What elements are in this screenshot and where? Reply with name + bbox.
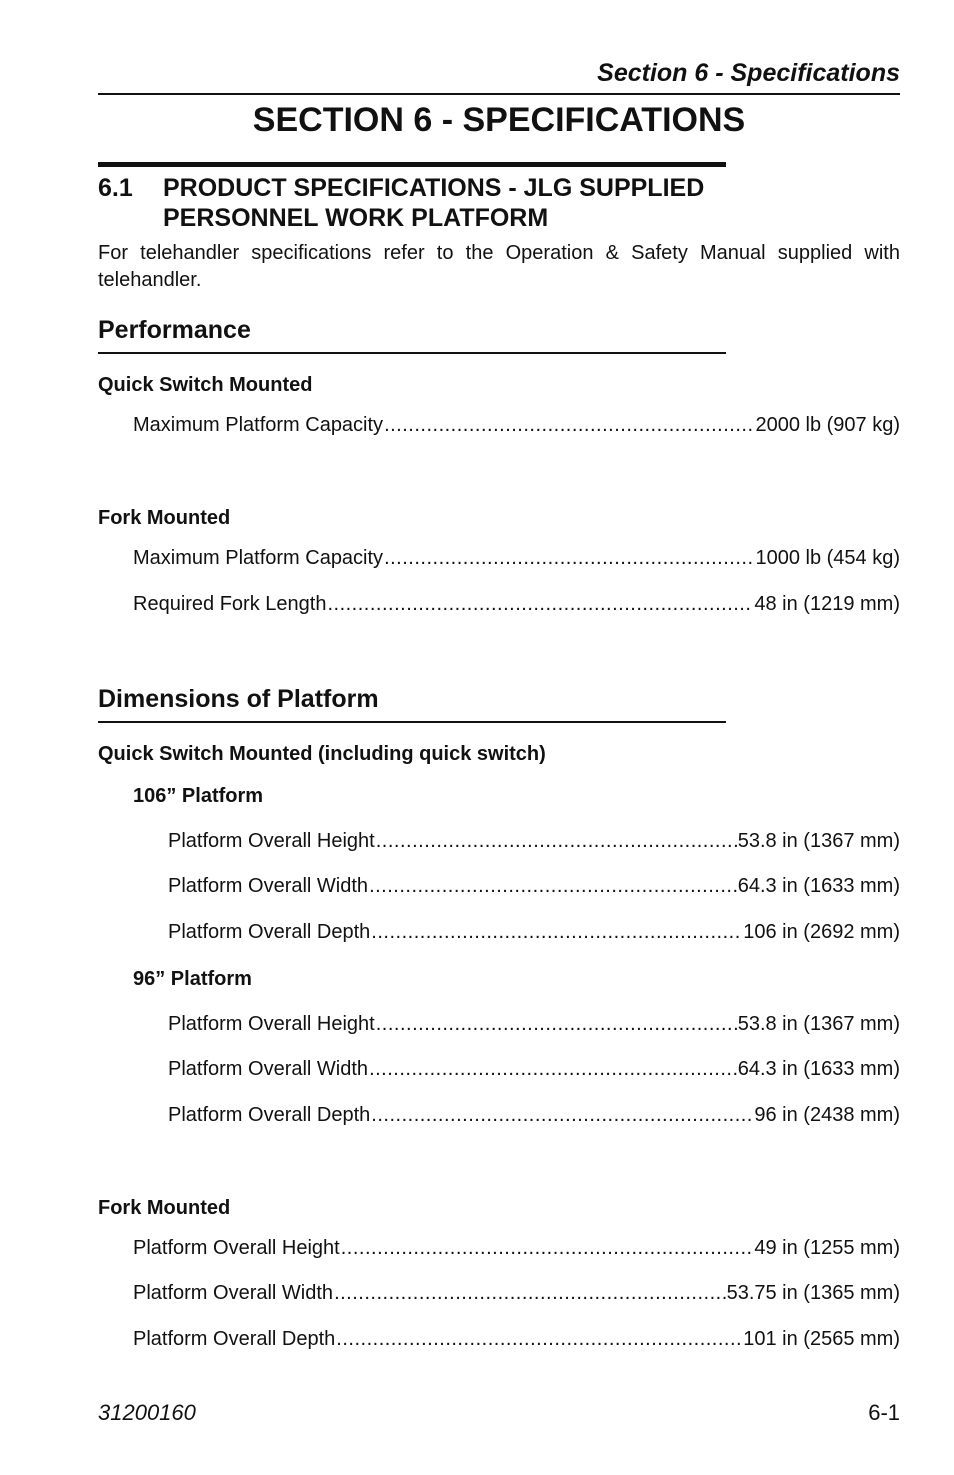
spec-row: [168, 828, 900, 854]
dot-leader: [384, 545, 754, 571]
platform-96-label: 96” Platform: [133, 968, 252, 990]
spec-row: [168, 1102, 900, 1128]
running-header: Section 6 - Specifications: [597, 59, 900, 87]
dimensions-rule: [98, 721, 726, 723]
spec-row: [133, 412, 900, 438]
dot-leader: [384, 412, 754, 438]
header-rule: [98, 93, 900, 95]
page-number: 6-1: [868, 1400, 900, 1425]
dot-leader: [334, 1280, 726, 1306]
spec-row: [168, 1056, 900, 1082]
document-number: 31200160: [98, 1400, 196, 1425]
spec-row: [133, 591, 900, 617]
dot-leader: [336, 1326, 742, 1352]
spec-label: Platform Overall Width: [168, 875, 369, 897]
spec-label: Maximum Platform Capacity: [133, 414, 384, 436]
spec-label: Platform Overall Depth: [168, 1104, 371, 1126]
spec-row: [168, 873, 900, 899]
spec-label: Platform Overall Width: [133, 1282, 334, 1304]
dim-quick-switch-label: Quick Switch Mounted (including quick switch): [98, 743, 546, 765]
spec-value: 1000 lb (454 kg): [755, 547, 900, 569]
spec-label: Required Fork Length: [133, 593, 327, 615]
section-rule: [98, 162, 726, 167]
dot-leader: [376, 828, 737, 854]
spec-value: 48 in (1219 mm): [754, 593, 900, 615]
dot-leader: [327, 591, 753, 617]
dot-leader: [369, 1056, 737, 1082]
subsection-number: 6.1: [98, 174, 133, 202]
dimensions-heading: Dimensions of Platform: [98, 685, 379, 713]
spec-row: [168, 919, 900, 945]
spec-label: Platform Overall Depth: [133, 1328, 336, 1350]
spec-value: 53.8 in (1367 mm): [737, 1013, 900, 1035]
performance-heading: Performance: [98, 316, 251, 344]
perf-fork-label: Fork Mounted: [98, 507, 231, 529]
section-title: SECTION 6 - SPECIFICATIONS: [252, 101, 746, 139]
spec-value: 2000 lb (907 kg): [755, 414, 900, 436]
spec-value: 64.3 in (1633 mm): [737, 1058, 900, 1080]
platform-106-label: 106” Platform: [133, 785, 264, 807]
spec-value: 49 in (1255 mm): [754, 1237, 900, 1259]
performance-rule: [98, 352, 726, 354]
spec-row: [133, 1326, 900, 1352]
dot-leader: [376, 1011, 737, 1037]
dot-leader: [369, 873, 737, 899]
dot-leader: [371, 919, 742, 945]
dim-fork-label: Fork Mounted: [98, 1197, 231, 1219]
dot-leader: [341, 1235, 754, 1261]
subsection-title-line1: PRODUCT SPECIFICATIONS - JLG SUPPLIED: [163, 174, 705, 202]
spec-value: 106 in (2692 mm): [743, 921, 900, 943]
spec-label: Platform Overall Height: [133, 1237, 340, 1259]
intro-paragraph: For telehandler specifications refer to the Operation & Safety Manual supplied with telehandler.: [98, 242, 900, 291]
subsection-title: [163, 173, 783, 233]
spec-label: Platform Overall Depth: [168, 921, 371, 943]
spec-label: Maximum Platform Capacity: [133, 547, 384, 569]
spec-label: Platform Overall Height: [168, 1013, 375, 1035]
subsection-title-line2: PERSONNEL WORK PLATFORM: [163, 204, 549, 232]
spec-label: Platform Overall Width: [168, 1058, 369, 1080]
dot-leader: [371, 1102, 753, 1128]
spec-value: 101 in (2565 mm): [743, 1328, 900, 1350]
spec-value: 53.75 in (1365 mm): [726, 1282, 900, 1304]
spec-row: [168, 1011, 900, 1037]
spec-value: 64.3 in (1633 mm): [737, 875, 900, 897]
spec-value: 96 in (2438 mm): [754, 1104, 900, 1126]
spec-row: [133, 545, 900, 571]
spec-row: [133, 1280, 900, 1306]
spec-label: Platform Overall Height: [168, 830, 375, 852]
perf-quick-switch-label: Quick Switch Mounted: [98, 374, 313, 396]
spec-row: [133, 1235, 900, 1261]
spec-value: 53.8 in (1367 mm): [737, 830, 900, 852]
